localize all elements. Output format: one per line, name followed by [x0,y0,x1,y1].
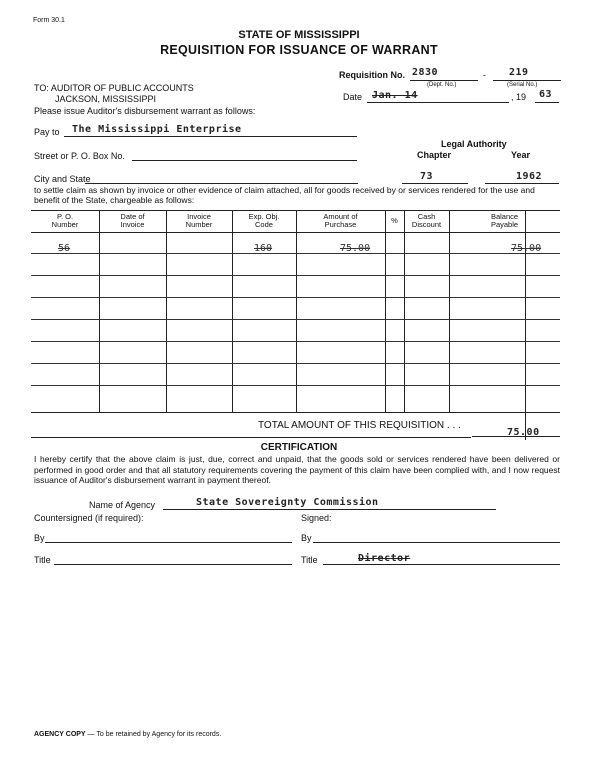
legal-year-value: 1962 [516,171,543,182]
addressee-line2: JACKSON, MISSISSIPPI [55,94,157,104]
form-title: REQUISITION FOR ISSUANCE OF WARRANT [160,43,438,57]
certification-text: I hereby certify that the above claim is just, due, correct and unpaid, that the goods sold or services rendered have been delivered or performed in good order and that all statutory requirements covering the payment of this claim have been complied with, and I now request issuance of Auditor's disbursement warrant in payment thereof. [34,454,560,485]
settle-claim-text: to settle claim as shown by invoice or other evidence of claim attached, all for goods received by or services rendered for the use and benefit of the State, chargeable as follows: [34,185,535,205]
countersigned-label: Countersigned (if required): [34,513,144,523]
total-value: 75.00 [507,427,540,438]
by-label-right: By [301,533,312,543]
year-prefix: , 19 [511,92,527,102]
col-balance-payable: Balance Payable [490,212,519,229]
dept-number: 2830 [412,67,439,78]
requisition-dash: - [483,70,486,80]
agency-name-label: Name of Agency [89,500,156,510]
addressee-line1: TO: AUDITOR OF PUBLIC ACCOUNTS [34,83,194,93]
dept-caption: (Dept. No.) [427,82,457,88]
agency-name-value: State Sovereignty Commission [196,497,379,508]
col-cash-discount: Cash Discount [411,212,442,229]
addressee-instructions: Please issue Auditor's disbursement warrant as follows: [34,106,256,116]
title-label-right: Title [301,555,318,565]
legal-authority-title: Legal Authority [441,139,507,149]
by-label-left: By [34,533,45,543]
col-percent: % [391,216,398,225]
serial-caption: (Serial No.) [507,82,538,88]
certification-title: CERTIFICATION [260,442,338,453]
total-label: TOTAL AMOUNT OF THIS REQUISITION . . . [258,420,461,431]
col-exp-obj-code: Exp. Obj. Code [248,212,280,229]
col-amount-of-purchase: Amount of Purchase [323,212,358,229]
footer [34,731,221,738]
col-date-of-invoice: Date of Invoice [120,212,145,229]
signed-label: Signed: [301,513,332,523]
requisition-label: Requisition No. [339,70,405,80]
form-number: Form 30.1 [33,17,65,24]
pay-to-label: Pay to [34,127,60,137]
signer-title-value: Director [358,553,411,564]
col-po-number: P. O. Number [51,212,79,229]
chapter-value: 73 [420,171,434,182]
footer-text: — To be retained by Agency for its records. [85,731,222,738]
row1-po-number: 56 [58,243,71,254]
city-state-label: City and State [34,174,91,184]
street-label: Street or P. O. Box No. [34,151,125,161]
chapter-label: Chapter [417,150,452,160]
date-label: Date [343,92,363,102]
col-invoice-number: Invoice Number [185,212,213,229]
footer-label: AGENCY COPY [34,731,86,738]
row1-exp-code: 160 [254,243,273,254]
year-value: 63 [539,89,553,100]
date-value: Jan. 14 [372,90,418,101]
row1-amount: 75.00 [340,243,371,254]
serial-number: 219 [509,67,529,78]
row1-balance: 75.00 [511,243,542,254]
year-label: Year [511,150,531,160]
pay-to-value: The Mississippi Enterprise [72,124,242,135]
state-heading: STATE OF MISSISSIPPI [238,29,360,41]
title-label-left: Title [34,555,51,565]
